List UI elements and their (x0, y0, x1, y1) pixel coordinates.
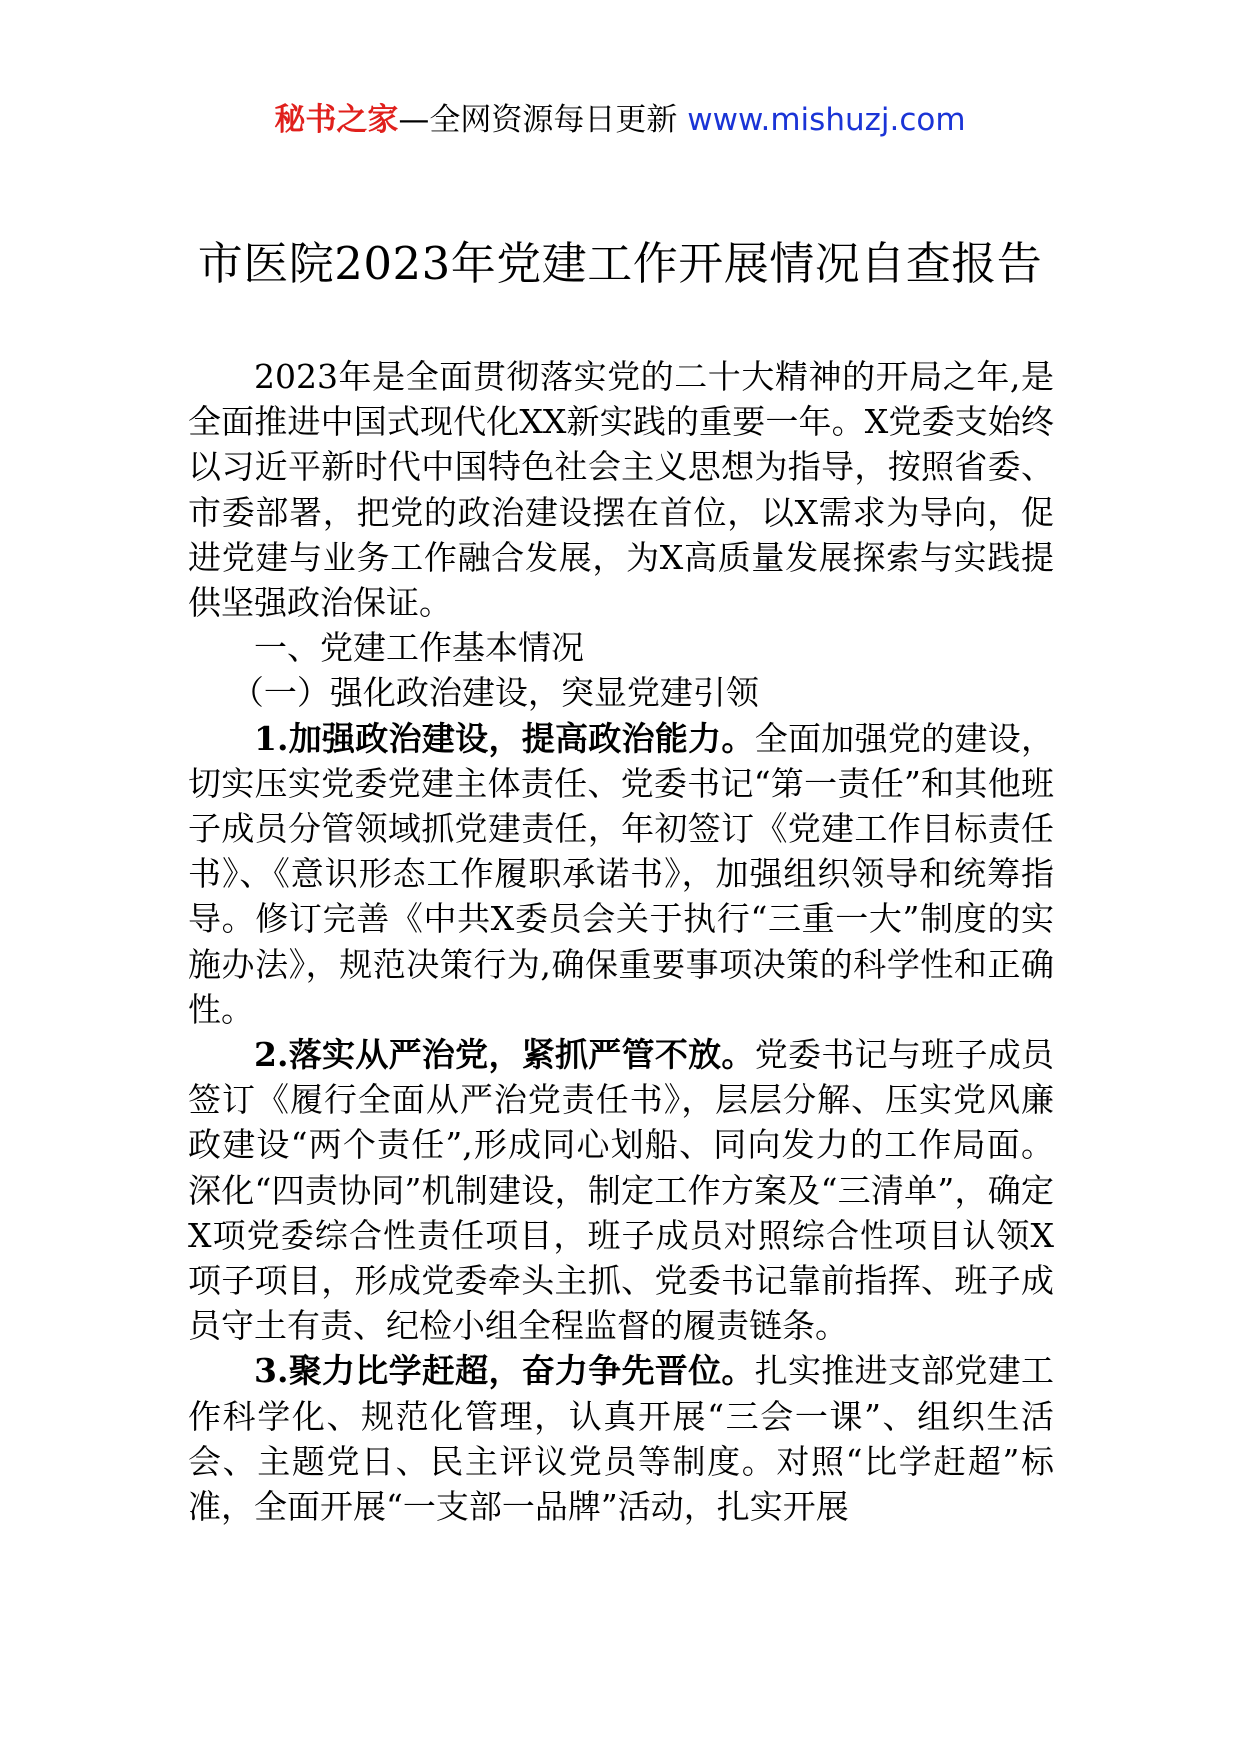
document-title: 市医院2023年党建工作开展情况自查报告 (197, 237, 1043, 290)
item-paragraph (188, 716, 1054, 1032)
item-lead: 3.聚力比学赶超，奋力争先晋位。 (254, 1351, 755, 1391)
site-brand: 秘书之家 (274, 102, 399, 138)
item-lead: 2.落实从严治党，紧抓严管不放。 (254, 1035, 755, 1075)
site-url-link[interactable]: www.mishuzj.com (687, 102, 966, 138)
item-body: 扎实推进支部党建工作科学化、规范化管理，认真开展“三会一课”、组织生活会、主题党日、民主评议党员等制度。对照“比学赶超”标准，全面开展“一支部一品牌”活动，扎实开展 (188, 1351, 1055, 1527)
item-lead: 1.加强政治建设，提高政治能力。 (254, 718, 755, 758)
document-body (188, 354, 1054, 1529)
item-paragraph (188, 1348, 1054, 1529)
item-body: 党委书记与班子成员签订《履行全面从严治党责任书》，层层分解、压实党风廉政建设“两个责任”,形成同心划船、同向发力的工作局面。深化“四责协同”机制建设，制定工作方案及“三清单”，确定X项党委综合性责任项目，班子成员对照综合性项目认领X项子项目，形成党委牵头主抓、党委书记靠前指挥、班子成员守土有责、纪检小组全程监督的履责链条。 (188, 1035, 1055, 1346)
item-paragraph (188, 1032, 1054, 1348)
intro-paragraph: 2023年是全面贯彻落实党的二十大精神的开局之年,是全面推进中国式现代化XX新实践的重要一年。X党委支始终以习近平新时代中国特色社会主义思想为指导，按照省委、市委部署，把党的政治建设摆在首位，以X需求为导向，促进党建与业务工作融合发展，为X高质量发展探索与实践提供坚强政治保证。 (188, 357, 1054, 623)
item-body: 全面加强党的建设，切实压实党委党建主体责任、党委书记“第一责任”和其他班子成员分管领域抓党建责任，年初签订《党建工作目标责任书》、《意识形态工作履职承诺书》，加强组织领导和统筹指导。修订完善《中共X委员会关于执行“三重一大”制度的实施办法》，规范决策行为,确保重要事项决策的科学性和正确性。 (188, 718, 1055, 1029)
subsection-heading: （一）强化政治建设，突显党建引领 (230, 673, 759, 713)
site-slogan: —全网资源每日更新 (398, 102, 678, 138)
section-heading: 一、党建工作基本情况 (254, 628, 584, 668)
site-header (0, 100, 1240, 140)
